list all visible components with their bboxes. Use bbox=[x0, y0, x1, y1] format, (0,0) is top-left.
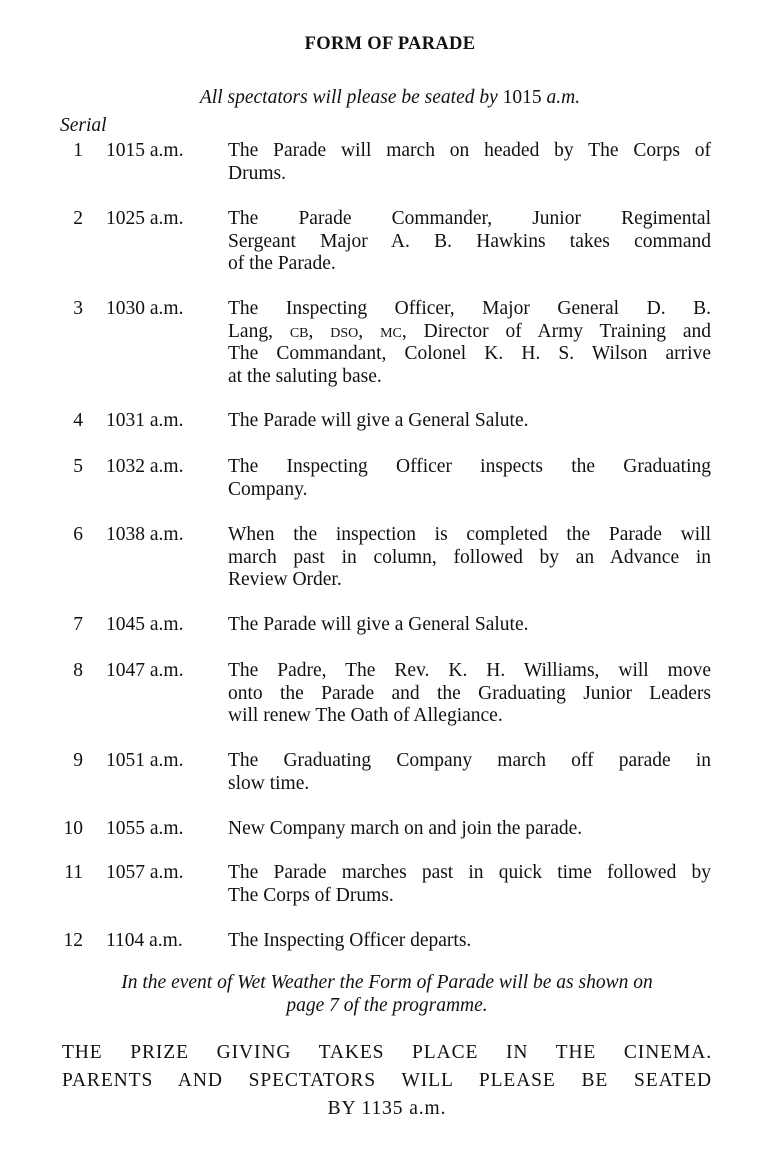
post-nominal-dso: dso bbox=[330, 320, 359, 342]
serial-number: 12 bbox=[63, 930, 83, 951]
serial-number: 7 bbox=[73, 614, 83, 635]
description-line: will renew The Oath of Allegiance. bbox=[228, 705, 503, 726]
schedule-time: 1030 a.m. bbox=[106, 298, 184, 319]
schedule-description bbox=[228, 750, 711, 795]
post-nominal-cb: cb bbox=[289, 320, 309, 342]
serial-number: 9 bbox=[73, 750, 83, 771]
wet-weather-line-1: In the event of Wet Weather the Form of Parade will be as shown on bbox=[121, 972, 653, 993]
description-line: slow time. bbox=[228, 772, 310, 794]
schedule-time: 1055 a.m. bbox=[106, 818, 184, 839]
schedule-description bbox=[228, 862, 711, 907]
description-line: The Parade will give a General Salute. bbox=[228, 614, 529, 635]
schedule-description bbox=[228, 818, 711, 841]
description-line: The Inspecting Officer inspects the Graduating bbox=[228, 456, 711, 477]
description-line: The Parade will give a General Salute. bbox=[228, 410, 529, 431]
serial-number: 4 bbox=[73, 410, 83, 431]
description-line: of the Parade. bbox=[228, 253, 336, 274]
schedule-description bbox=[228, 456, 711, 501]
schedule-description bbox=[228, 140, 711, 185]
description-line: The Inspecting Officer departs. bbox=[228, 930, 472, 951]
schedule-description bbox=[228, 298, 711, 388]
serial-column-header: Serial bbox=[60, 115, 107, 136]
prize-giving-line-3: BY 1135 a.m. bbox=[327, 1098, 447, 1119]
description-line: Company. bbox=[228, 478, 308, 500]
prize-giving-notice bbox=[62, 1039, 712, 1123]
seating-notice-text: All spectators will please be seated by bbox=[199, 87, 498, 108]
schedule-time: 1045 a.m. bbox=[106, 614, 184, 635]
description-line: The Commandant, Colonel K. H. S. Wilson arrive bbox=[228, 343, 711, 364]
description-line: at the saluting base. bbox=[228, 365, 382, 387]
schedule-time: 1057 a.m. bbox=[106, 862, 184, 883]
serial-number: 6 bbox=[73, 524, 83, 545]
description-line: The Padre, The Rev. K. H. Williams, will move bbox=[228, 660, 711, 681]
schedule-time: 1047 a.m. bbox=[106, 660, 184, 681]
description-line: The Parade marches past in quick time followed by bbox=[228, 862, 711, 883]
description-line: march past in column, followed by an Advance in bbox=[228, 546, 711, 568]
schedule-description bbox=[228, 614, 711, 637]
post-nominal-mc: mc bbox=[380, 320, 402, 342]
schedule-time: 1032 a.m. bbox=[106, 456, 184, 477]
schedule-time: 1051 a.m. bbox=[106, 750, 184, 771]
schedule-time: 1038 a.m. bbox=[106, 524, 184, 545]
description-line: Review Order. bbox=[228, 569, 342, 590]
seating-notice bbox=[0, 87, 780, 109]
description-line: The Parade will march on headed by The Corps of bbox=[228, 140, 711, 161]
seating-notice-suffix: a.m. bbox=[546, 87, 581, 108]
serial-number: 1 bbox=[73, 140, 83, 161]
description-line: onto the Parade and the Graduating Junior Leaders bbox=[228, 682, 711, 704]
description-line: The Graduating Company march off parade in bbox=[228, 750, 711, 771]
description-line: When the inspection is completed the Parade will bbox=[228, 524, 711, 545]
description-line: The Corps of Drums. bbox=[228, 884, 394, 906]
description-line: Sergeant Major A. B. Hawkins takes command bbox=[228, 230, 711, 252]
schedule-time: 1025 a.m. bbox=[106, 208, 184, 229]
serial-number: 8 bbox=[73, 660, 83, 681]
prize-giving-line-2: PARENTS AND SPECTATORS WILL PLEASE BE SEATED bbox=[62, 1070, 712, 1091]
schedule-description bbox=[228, 208, 711, 276]
wet-weather-line-2: page 7 of the programme. bbox=[286, 995, 488, 1016]
schedule-time: 1015 a.m. bbox=[106, 140, 184, 161]
description-line: The Parade Commander, Junior Regimental bbox=[228, 208, 711, 229]
description-line: Drums. bbox=[228, 162, 286, 184]
seating-notice-time: 1015 bbox=[502, 87, 542, 108]
schedule-time: 1104 a.m. bbox=[106, 930, 183, 951]
schedule-time: 1031 a.m. bbox=[106, 410, 184, 431]
serial-number: 5 bbox=[73, 456, 83, 477]
prize-giving-line-1: THE PRIZE GIVING TAKES PLACE IN THE CINEMA. bbox=[62, 1042, 712, 1063]
schedule-description bbox=[228, 524, 711, 592]
schedule-description bbox=[228, 410, 711, 433]
wet-weather-note bbox=[62, 971, 712, 1017]
schedule-description bbox=[228, 660, 711, 728]
description-line: New Company march on and join the parade. bbox=[228, 818, 583, 839]
page-title: FORM OF PARADE bbox=[304, 34, 476, 54]
serial-number: 10 bbox=[63, 818, 83, 839]
description-line: Lang, cb, dso, mc, Director of Army Training and bbox=[228, 320, 712, 342]
serial-number: 3 bbox=[73, 298, 83, 319]
description-line: The Inspecting Officer, Major General D. B. bbox=[228, 298, 711, 319]
schedule-description bbox=[228, 930, 711, 953]
serial-number: 2 bbox=[73, 208, 83, 229]
serial-number: 11 bbox=[64, 862, 83, 883]
